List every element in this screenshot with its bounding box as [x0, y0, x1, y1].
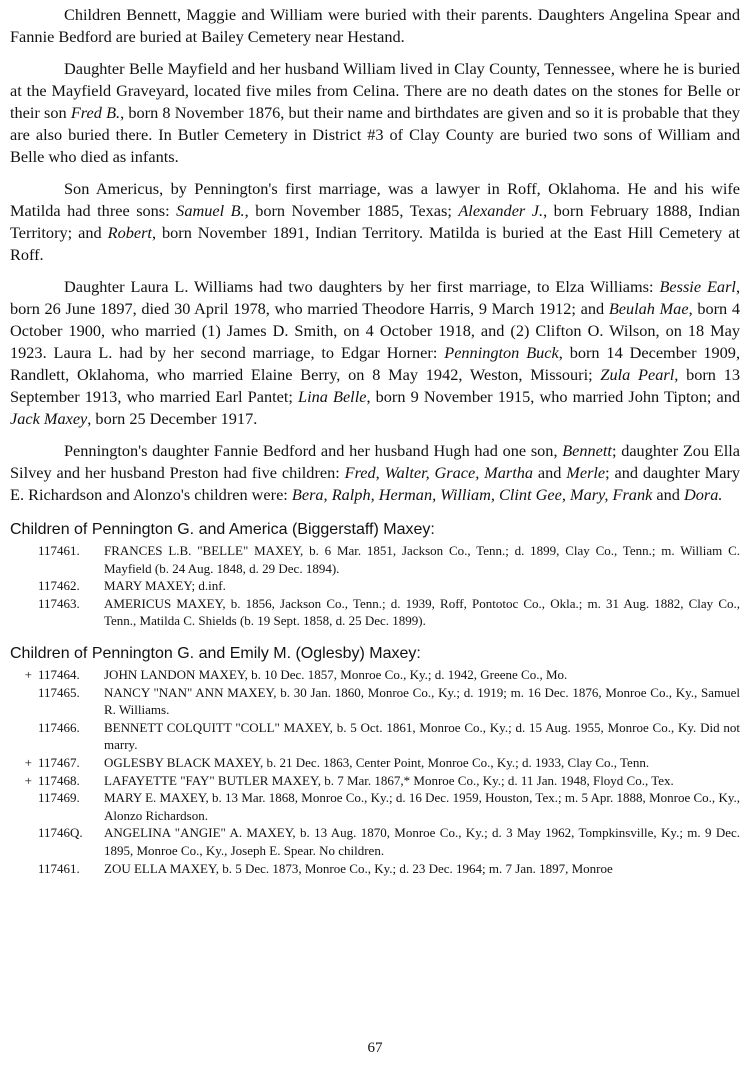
text-run: , born 9 November 1915, who married John Tipton; and: [366, 387, 740, 406]
text-run: Daughter Laura L. Williams had two daughters by her first marriage, to Elza Williams:: [64, 277, 660, 296]
text-run: Daughter Belle Mayfield and her husband William lived in Clay County, Tennessee, where he is buried at the Mayfield Graveyard, located five miles from Celina. There are no death dates on the stones for Belle or their son: [10, 59, 740, 122]
italic-name: Robert: [107, 223, 152, 242]
list-item: [10, 789, 740, 824]
descendant-marker: [10, 860, 38, 878]
entry-number: 11746Q.: [38, 825, 83, 841]
entry-number: 117463.: [38, 595, 80, 611]
italic-name: Alexander J.: [458, 201, 544, 220]
paragraph: [10, 58, 740, 168]
narrative-text: [10, 4, 740, 506]
section-heading: Children of Pennington G. and Emily M. (Oglesby) Maxey:: [10, 644, 421, 662]
text-run: , born February 1888, Indian Territory; and: [10, 201, 740, 242]
italic-name: Samuel B.: [176, 201, 245, 220]
text-run: ; and daughter Mary E. Richardson and Alonzo's children were:: [10, 463, 741, 504]
paragraph: [10, 4, 740, 48]
italic-name: Beulah Mae: [608, 299, 689, 318]
text-run: , born November 1885, Texas;: [244, 201, 459, 220]
entry-text: JOHN LANDON MAXEY, b. 10 Dec. 1857, Monroe Co., Ky.; d. 1942, Greene Co., Mo.: [104, 666, 568, 682]
entry-text: ANGELINA "ANGIE" A. MAXEY, b. 13 Aug. 1870, Monroe Co., Ky.; d. 3 May 1962, Tompkinsville, Ky.; m. 9 Dec. 1895, Monroe Co., Ky., Joseph E. Spear. No children.: [104, 825, 740, 858]
text-run: and: [652, 485, 684, 504]
section-heading: Children of Pennington G. and America (Biggerstaff) Maxey:: [10, 521, 435, 538]
list-item: [10, 754, 740, 772]
entry-number: 117465.: [38, 684, 80, 700]
entry-number: 117468.: [38, 772, 80, 788]
text-run: , born 8 November 1876, but their name and birthdates are given and so it is probable that they are also buried there. In Butler Cemetery in District #3 of Clay County are buried two sons of William and Belle who died as infants.: [10, 103, 741, 166]
paragraph: [10, 440, 740, 506]
list-item: [10, 595, 740, 630]
descendant-marker: +: [24, 666, 32, 682]
descendant-marker: [10, 719, 38, 754]
descendant-marker: [10, 789, 38, 824]
text-run: ; daughter Zou Ella Silvey and her husband Preston had five children:: [10, 441, 741, 482]
text-run: Son Americus, by Pennington's first marriage, was a lawyer in Roff, Oklahoma. He and his wife Matilda had three sons:: [10, 179, 740, 220]
text-run: and: [533, 463, 567, 482]
document-page: [10, 4, 740, 883]
entry-text: OGLESBY BLACK MAXEY, b. 21 Dec. 1863, Center Point, Monroe Co., Ky.; d. 1933, Clay Co., Tenn.: [104, 754, 650, 770]
entry-text: LAFAYETTE "FAY" BUTLER MAXEY, b. 7 Mar. 1867,* Monroe Co., Ky.; d. 11 Jan. 1948, Floyd Co., Tex.: [104, 772, 674, 788]
paragraph: [10, 178, 740, 266]
italic-name: Merle: [566, 463, 606, 482]
text-run: , born 13 September 1913, who married Earl Pantet;: [10, 365, 740, 406]
entry-number: 117461.: [38, 543, 80, 558]
list-item: [10, 772, 740, 790]
genealogy-register: [10, 520, 740, 877]
paragraph: [10, 276, 740, 430]
entry-number: 117467.: [38, 754, 80, 770]
italic-name: Bera, Ralph, Herman, William, Clint Gee, Mary, Frank: [291, 485, 653, 504]
italic-name: Bennett: [562, 441, 612, 460]
entry-number: 117462.: [38, 578, 80, 594]
entry-text: AMERICUS MAXEY, b. 1856, Jackson Co., Tenn.; d. 1939, Roff, Pontotoc Co., Okla.; m. 31 Aug. 1882, Clay Co., Tenn., Matilda C. Shields (b. 19 Sept. 1858, d. 25 Dec. 1899).: [104, 595, 740, 629]
italic-name: Jack Maxey: [10, 409, 88, 428]
descendant-marker: [10, 542, 38, 577]
italic-name: Pennington Buck: [444, 343, 559, 362]
italic-name: Fred B.: [70, 103, 121, 122]
descendant-marker: +: [24, 772, 32, 788]
entry-text: FRANCES L.B. "BELLE" MAXEY, b. 6 Mar. 1851, Jackson Co., Tenn.; d. 1899, Clay Co., Tenn.; m. William C. Mayfield (b. 24 Aug. 1848, d. 29 Dec. 1894).: [104, 543, 740, 576]
descendant-marker: [10, 824, 38, 859]
list-item: [10, 824, 740, 859]
italic-name: Zula Pearl: [600, 365, 675, 384]
list-item: [10, 577, 740, 595]
text-run: , born 26 June 1897, died 30 April 1978, who married Theodore Harris, 9 March 1912; and: [10, 277, 741, 318]
text-run: Pennington's daughter Fannie Bedford and her husband Hugh had one son,: [64, 441, 563, 460]
list-item: [10, 666, 740, 684]
entry-number: 117461.: [38, 860, 80, 876]
descendant-marker: [10, 577, 38, 595]
italic-name: Fred, Walter, Grace, Martha: [344, 463, 534, 482]
entry-text: MARY MAXEY; d.inf.: [104, 578, 226, 594]
entry-number: 117469.: [38, 790, 80, 806]
entry-list: [10, 542, 740, 630]
italic-name: Dora.: [683, 485, 723, 504]
list-item: [10, 684, 740, 719]
entry-text: BENNETT COLQUITT "COLL" MAXEY, b. 5 Oct. 1861, Monroe Co., Ky.; d. 15 Aug. 1955, Monroe Co., Ky. Did not marry.: [104, 719, 740, 753]
list-item: [10, 719, 740, 754]
italic-name: Bessie Earl: [659, 277, 736, 296]
list-item: [10, 860, 740, 878]
page-number: 67: [367, 1040, 383, 1056]
text-run: , born 25 December 1917.: [87, 409, 258, 428]
list-item: [10, 542, 740, 577]
text-run: , born 14 December 1909, Randlett, Oklahoma, who married Elaine Berry, on 8 May 1942, Weston, Missouri;: [10, 343, 741, 384]
italic-name: Lina Belle: [298, 387, 367, 406]
descendant-marker: [10, 595, 38, 630]
descendant-marker: [10, 684, 38, 719]
descendant-marker: +: [24, 754, 32, 770]
entry-number: 117466.: [38, 719, 80, 735]
text-run: Children Bennett, Maggie and William were buried with their parents. Daughters Angelina Spear and Fannie Bedford are buried at Bailey Cemetery near Hestand.: [10, 5, 740, 46]
text-run: , born November 1891, Indian Territory. Matilda is buried at the East Hill Cemetery at Roff.: [10, 223, 740, 264]
text-run: , born 4 October 1900, who married (1) James D. Smith, on 4 October 1918, and (2) Clifton O. Wilson, on 18 May 1923. Laura L. had by her second marriage, to Edgar Horner:: [10, 299, 740, 362]
entry-number: 117464.: [38, 666, 80, 682]
entry-text: MARY E. MAXEY, b. 13 Mar. 1868, Monroe Co., Ky.; d. 16 Dec. 1959, Houston, Tex.; m. 5 Apr. 1888, Monroe Co., Ky., Alonzo Richardson.: [104, 790, 740, 823]
entry-list: [10, 666, 740, 877]
entry-text: ZOU ELLA MAXEY, b. 5 Dec. 1873, Monroe Co., Ky.; d. 23 Dec. 1964; m. 7 Jan. 1897, Monroe: [104, 860, 613, 876]
entry-text: NANCY "NAN" ANN MAXEY, b. 30 Jan. 1860, Monroe Co., Ky.; d. 1919; m. 16 Dec. 1876, Monroe Co., Ky., Samuel R. Williams.: [104, 684, 740, 718]
